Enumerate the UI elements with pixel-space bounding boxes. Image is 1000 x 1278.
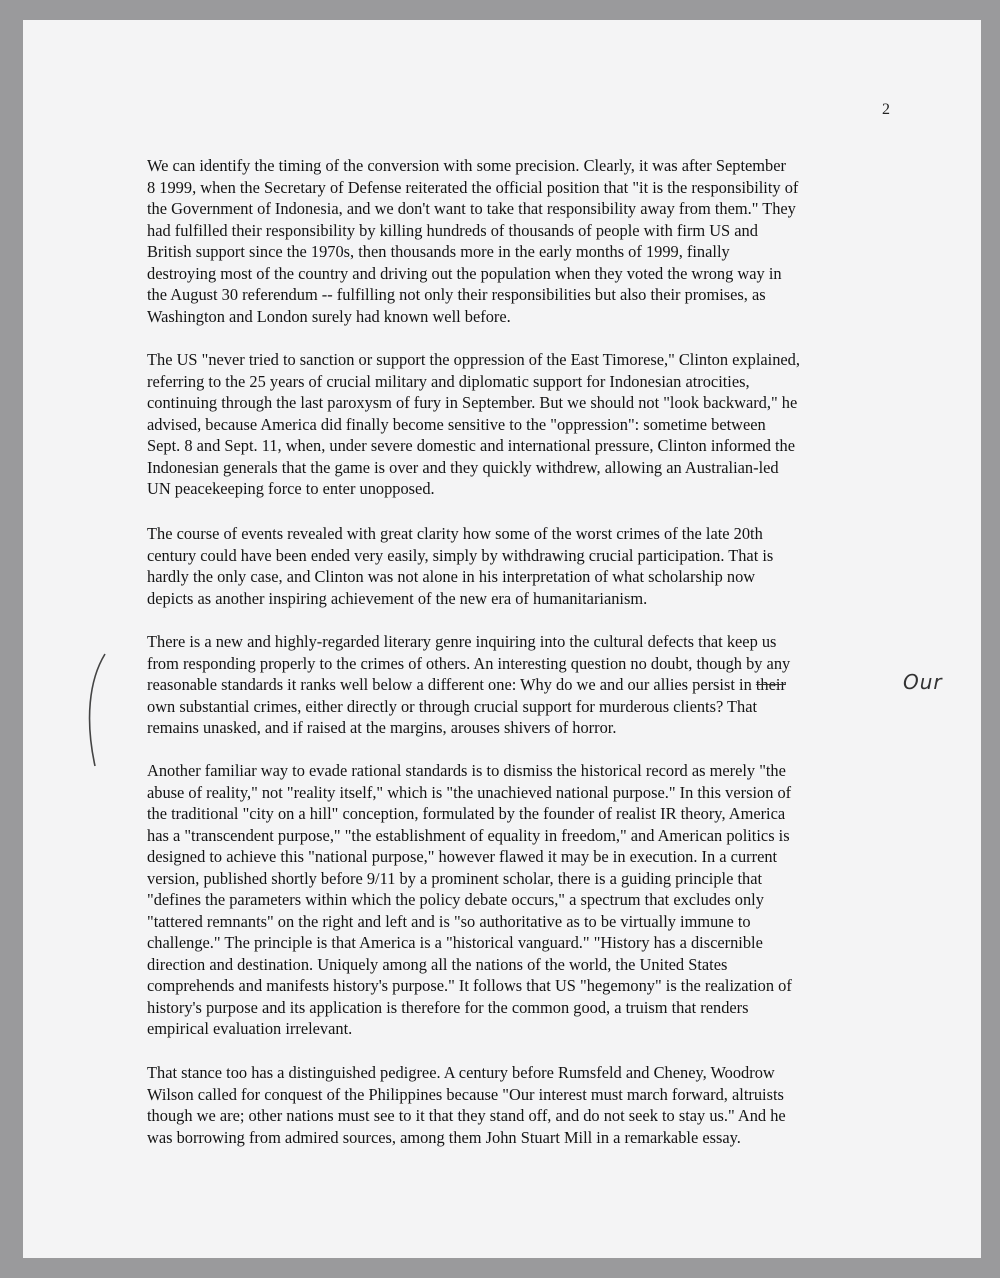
text-line: direction and destination. Uniquely among all the nations of the world, the United States — [147, 954, 728, 974]
text-line: hardly the only case, and Clinton was not alone in his interpretation of what scholarship now — [147, 567, 756, 586]
text-line: Washington and London surely had known well before. — [147, 306, 511, 326]
text-line: abuse of reality," not "reality itself," which is "the unachieved national purpose." In this version of — [147, 782, 792, 802]
text-line: designed to achieve this "national purpose," however flawed it may be in execution. In a current — [147, 847, 778, 866]
text-line: "defines the parameters within which the policy debate occurs," a spectrum that excludes only — [147, 890, 764, 909]
text-line: challenge." The principle is that America is a "historical vanguard." "History has a discernible — [147, 933, 763, 952]
paragraph — [147, 523, 773, 609]
margin-bracket-mark — [83, 650, 113, 770]
text-line: own substantial crimes, either directly or through crucial support for murderous clients? That — [147, 696, 758, 716]
document-page — [23, 20, 981, 1258]
text-line: referring to the 25 years of crucial military and diplomatic support for Indonesian atrocities, — [147, 371, 750, 391]
paragraph — [147, 155, 798, 327]
paragraph — [147, 349, 800, 500]
text-line: destroying most of the country and driving out the population when they voted the wrong way in — [147, 263, 782, 283]
text-line: from responding properly to the crimes of others. An interesting question no doubt, though by any — [147, 653, 791, 673]
text-line: had fulfilled their responsibility by killing hundreds of thousands of people with firm US and — [147, 220, 758, 240]
text-line: advised, because America did finally become sensitive to the "oppression": sometime between — [147, 414, 766, 434]
text-line: Another familiar way to evade rational standards is to dismiss the historical record as merely "the — [147, 761, 786, 780]
text-line: UN peacekeeping force to enter unopposed. — [147, 479, 435, 498]
text-fragment: reasonable standards it ranks well below a different one: Why do we and our allies persist in — [147, 675, 756, 694]
text-line: "tattered remnants" on the right and left and is "so authoritative as to be virtually immune to — [147, 911, 751, 931]
text-line: 8 1999, when the Secretary of Defense reiterated the official position that "it is the responsibility of — [147, 177, 799, 197]
text-line: version, published shortly before 9/11 by a prominent scholar, there is a guiding principle that — [147, 868, 763, 888]
text-line: British support since the 1970s, then thousands more in the early months of 1999, finally — [147, 242, 730, 261]
paragraph — [147, 631, 790, 739]
struck-word: their — [755, 675, 786, 694]
text-line: has a "transcendent purpose," "the establishment of equality in freedom," and American politics is — [147, 825, 790, 845]
text-line: the traditional "city on a hill" conception, formulated by the founder of realist IR theory, America — [147, 804, 786, 823]
page-number: 2 — [882, 101, 890, 118]
text-line: was borrowing from admired sources, among them John Stuart Mill in a remarkable essay. — [147, 1127, 741, 1147]
text-line: Wilson called for conquest of the Philippines because "Our interest must march forward, altruists — [147, 1084, 784, 1104]
paragraph — [147, 760, 792, 1040]
text-line: The course of events revealed with great clarity how some of the worst crimes of the late 20th — [147, 524, 763, 543]
handwritten-note: Our — [903, 670, 943, 694]
text-line: We can identify the timing of the conversion with some precision. Clearly, it was after September — [147, 156, 786, 175]
text-line: the Government of Indonesia, and we don't want to take that responsibility away from them." They — [147, 199, 796, 218]
text-line: That stance too has a distinguished pedigree. A century before Rumsfeld and Cheney, Woodrow — [147, 1063, 775, 1082]
text-line: though we are; other nations must see to it that they stand off, and do not seek to stay us." And he — [147, 1106, 786, 1125]
text-line-with-strike — [147, 674, 790, 696]
text-line: depicts as another inspiring achievement of the new era of humanitarianism. — [147, 588, 648, 608]
text-line: Indonesian generals that the game is over and they quickly withdrew, allowing an Australian-led — [147, 457, 779, 477]
text-line: century could have been ended very easily, simply by withdrawing crucial participation. That is — [147, 545, 774, 565]
text-line: The US "never tried to sanction or support the oppression of the East Timorese," Clinton explained, — [147, 350, 800, 369]
text-line: There is a new and highly-regarded literary genre inquiring into the cultural defects that keep us — [147, 632, 777, 651]
text-line: continuing through the last paroxysm of fury in September. But we should not "look backward," he — [147, 393, 798, 412]
text-line: history's purpose and its application is therefore for the common good, a truism that renders — [147, 997, 749, 1017]
text-line: empirical evaluation irrelevant. — [147, 1019, 353, 1038]
paragraph — [147, 1062, 786, 1148]
text-line: comprehends and manifests history's purpose." It follows that US "hegemony" is the realization of — [147, 976, 792, 995]
text-line: the August 30 referendum -- fulfilling not only their responsibilities but also their promises, as — [147, 285, 766, 304]
text-line: Sept. 8 and Sept. 11, when, under severe domestic and international pressure, Clinton informed the — [147, 436, 796, 455]
text-line: remains unasked, and if raised at the margins, arouses shivers of horror. — [147, 718, 617, 737]
